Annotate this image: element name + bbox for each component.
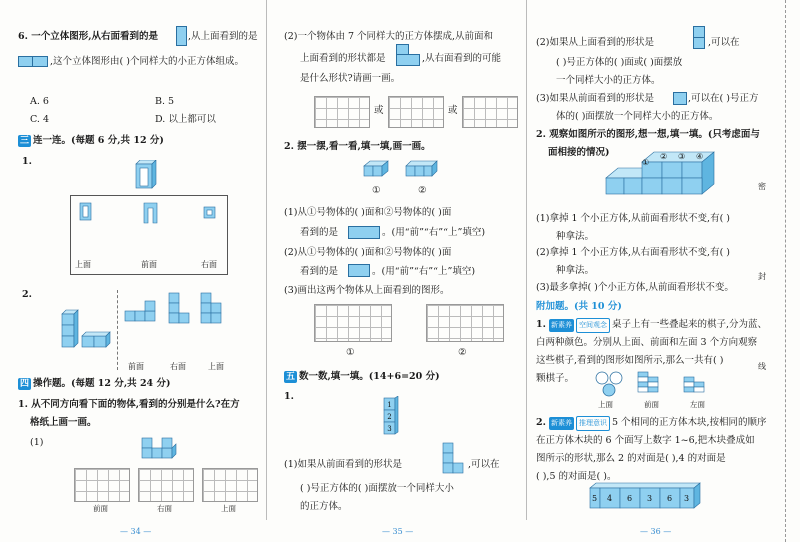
p2-grid-3[interactable] <box>462 96 518 128</box>
block-num-3: 6 <box>627 494 633 503</box>
p2-line2a: 上面看到的形状都是 <box>300 53 386 64</box>
f1-shape <box>442 442 466 474</box>
rq2-line1: 2. 观察如图所示的图形,想一想,填一填。(只考虑面与 <box>536 129 760 140</box>
cube-label-4: ④ <box>696 152 704 161</box>
label-right: 右面 <box>201 260 217 269</box>
e1-line3: 这些棋子,看到的图形如图所示,那么一共有( ) <box>536 355 724 366</box>
p2-line1: (2)一个物体由 7 个同样大的正方体摆成,从前面和 <box>284 31 494 42</box>
r3-shape <box>673 92 687 105</box>
extra-heading: 附加题。(共 10 分) <box>536 301 622 312</box>
option-d[interactable]: D. 以上都可以 <box>155 114 216 125</box>
block-num-1: 5 <box>592 494 598 503</box>
grid-right[interactable] <box>138 468 194 502</box>
s1-shape <box>348 226 380 239</box>
grid-label-right: 右面 <box>157 504 172 513</box>
draw-grid-1[interactable] <box>314 304 392 342</box>
object-2 <box>404 160 444 182</box>
s1-line2a: 看到的是 <box>300 227 339 238</box>
block-num-2: 4 <box>607 494 613 503</box>
seal-char-3: 线 <box>758 362 766 371</box>
draw-grid-2[interactable] <box>426 304 504 342</box>
seal-char-2: 封 <box>758 272 766 281</box>
e1-line2: 白两种颜色。分别从上面、前面和左面 3 个方向观察 <box>536 337 758 348</box>
object-1 <box>362 160 396 182</box>
q2-label: 2. <box>22 289 32 300</box>
right-view-icon <box>176 26 187 46</box>
q6-line2: ,这个立体图形由( )个同样大的小正方体组成。 <box>50 56 244 67</box>
p2-grid-2[interactable] <box>388 96 444 128</box>
r2-line1a: (2)如果从上面看到的形状是 <box>536 37 654 48</box>
p2-grid-1[interactable] <box>314 96 370 128</box>
e1-line1: 1. 新素养 空间观念 桌子上有一些叠起来的棋子,分为蓝、 <box>536 318 767 333</box>
match-box <box>70 195 228 275</box>
dashed-divider <box>117 290 119 370</box>
object-1-label: ① <box>372 185 381 196</box>
q6-line1: 6. 一个立体图形,从右面看到的是 <box>18 31 159 42</box>
view-shape-3[interactable] <box>200 292 228 324</box>
grid-top[interactable] <box>202 468 258 502</box>
f1-line2: ( )号正方体的( )面摆放一个同样大小 <box>300 483 454 494</box>
option-c[interactable]: C. 4 <box>30 114 50 125</box>
draw-grid-2-label: ② <box>458 347 467 358</box>
e2-line1: 2. 新素养 推理意识 5 个相同的正方体木块,按相同的顺序 <box>536 416 767 431</box>
q2-label-front: 前面 <box>128 362 144 371</box>
a2-line2: 种拿法。 <box>556 265 595 276</box>
label-top: 上面 <box>75 260 91 269</box>
cube-label-3: ③ <box>678 152 686 161</box>
p2-shape-bottom <box>396 54 420 66</box>
p2-line3: 是什么形状?请画一画。 <box>300 73 401 84</box>
section5-heading: 五 数一数,填一填。(14+6=20 分) <box>285 371 440 382</box>
e1-label-front: 前面 <box>644 400 659 409</box>
object-2-label: ② <box>418 185 427 196</box>
grid-label-front: 前面 <box>93 504 108 513</box>
stepped-blocks-figure <box>602 150 722 208</box>
page-right <box>530 0 792 542</box>
section3-badge: 三 <box>19 135 29 146</box>
e2-line3: 图所示的形状,那么 2 的对面是( ),4 的对面是 <box>536 453 726 464</box>
tower-figure <box>130 160 160 190</box>
s3-line: (3)画出这两个物体从上面看到的图形。 <box>284 285 450 296</box>
label-front: 前面 <box>141 260 157 269</box>
block-num-4: 3 <box>647 494 653 503</box>
q2-heading: 2. 摆一摆,看一看,填一填,画一画。 <box>284 141 431 152</box>
view-shape-1[interactable] <box>124 298 160 324</box>
cube-stack-figure <box>52 308 112 350</box>
draw-grid-1-label: ① <box>346 347 355 358</box>
r2-line1b: ,可以在 <box>708 37 740 48</box>
section5-badge: 五 <box>285 371 295 382</box>
s1-line1: (1)从①号物体的( )面和②号物体的( )面 <box>284 207 452 218</box>
rq2-line2: 面相接的情况) <box>548 147 610 158</box>
s2-line1: (2)从①号物体的( )面和②号物体的( )面 <box>284 247 452 258</box>
block-num-5: 6 <box>667 494 673 503</box>
r3-line2: 体的( )面摆放一个同样大小的正方体。 <box>556 111 719 122</box>
column-divider-2 <box>526 0 527 520</box>
r3-line1a: (3)如果从前面看到的形状是 <box>536 93 654 104</box>
op-sub1: (1) <box>30 437 44 448</box>
option-b[interactable]: B. 5 <box>155 96 175 107</box>
a1-line1: (1)拿掉 1 个小正方体,从前面看形状不变,有( ) <box>536 213 731 224</box>
e1-label-left: 左面 <box>690 400 705 409</box>
seal-char-1: 密 <box>758 182 766 191</box>
svg-text:2: 2 <box>387 413 392 421</box>
a3-line: (3)最多拿掉( )个小正方体,从前面看形状不变。 <box>536 282 734 293</box>
seal-line <box>785 0 787 542</box>
s2-line2a: 看到的是 <box>300 266 339 277</box>
numbered-column <box>382 396 400 438</box>
castle-figure <box>138 436 180 466</box>
shape-c-icon[interactable] <box>203 206 217 220</box>
r2-shape-bottom <box>693 37 705 49</box>
e2-line4: ( ),5 的对面是( )。 <box>536 471 617 482</box>
column-divider-1 <box>266 0 267 520</box>
q6-line1b: ,从上面看到的是 <box>188 31 258 42</box>
page-middle <box>270 0 522 542</box>
r2-line2: ( )号正方体的( )面或( )面摆放 <box>556 57 683 68</box>
numbered-blocks-figure <box>586 482 706 512</box>
r2-line3: 一个同样大小的正方体。 <box>556 75 661 86</box>
a1-line2: 种拿法。 <box>556 231 595 242</box>
e1-line4: 颗棋子。 <box>536 373 575 384</box>
s1-line2b: 。(用“前”“右”“上”填空) <box>382 227 486 238</box>
r3-line1b: ,可以在( )号正方 <box>688 93 759 104</box>
q1-label: 1. <box>22 156 32 167</box>
a2-line1: (2)拿掉 1 个小正方体,从右面看形状不变,有( ) <box>536 247 731 258</box>
e1-tag-2: 空间观念 <box>576 318 610 333</box>
cube-label-2: ② <box>660 152 668 161</box>
top-view-icon-b <box>32 56 48 67</box>
svg-text:3: 3 <box>387 425 392 433</box>
e1-label-top: 上面 <box>598 400 613 409</box>
section4-heading: 四 操作题。(每题 12 分,共 24 分) <box>19 378 171 389</box>
block-num-6: 3 <box>684 494 690 503</box>
page-number-34: — 34 — <box>120 527 152 536</box>
p2-line2b: ,从右面看到的可能 <box>422 53 502 64</box>
f1-line3: 的正方体。 <box>300 501 348 512</box>
page-number-35: — 35 — <box>382 527 414 536</box>
page-left <box>0 0 262 542</box>
cube-label-1: ① <box>642 158 650 167</box>
section3-heading: 三 连一连。(每题 6 分,共 12 分) <box>19 135 164 146</box>
grid-label-top: 上面 <box>221 504 236 513</box>
page-number-36: — 36 — <box>640 527 672 536</box>
e2-line2: 在正方体木块的 6 个面写上数字 1~6,把木块叠成如 <box>536 435 755 446</box>
op-q1-line1: 1. 从不同方向看下面的物体,看到的分别是什么?在方 <box>18 399 240 410</box>
option-a[interactable]: A. 6 <box>30 96 49 107</box>
sec5-q1: 1. <box>284 391 294 402</box>
e1-tag-1: 新素养 <box>549 319 574 332</box>
q2-label-right: 右面 <box>170 362 186 371</box>
shape-a-icon[interactable] <box>79 202 93 222</box>
or-2: 或 <box>448 105 458 116</box>
section4-badge: 四 <box>19 378 29 389</box>
f1-line1a: (1)如果从前面看到的形状是 <box>284 459 402 470</box>
svg-text:1: 1 <box>387 401 392 409</box>
s2-line2b: 。(用“前”“右”“上”填空) <box>372 266 476 277</box>
view-shape-2[interactable] <box>168 292 194 324</box>
q2-label-top: 上面 <box>208 362 224 371</box>
shape-b-icon[interactable] <box>143 202 159 224</box>
e2-tag-1: 新素养 <box>549 417 574 430</box>
s2-shape <box>348 264 370 277</box>
f1-line1b: ,可以在 <box>468 459 500 470</box>
op-q1-line2: 格纸上画一画。 <box>30 417 97 428</box>
or-1: 或 <box>374 105 384 116</box>
e2-tag-2: 推理意识 <box>576 416 610 431</box>
chess-views-figure <box>594 370 724 400</box>
grid-front[interactable] <box>74 468 130 502</box>
